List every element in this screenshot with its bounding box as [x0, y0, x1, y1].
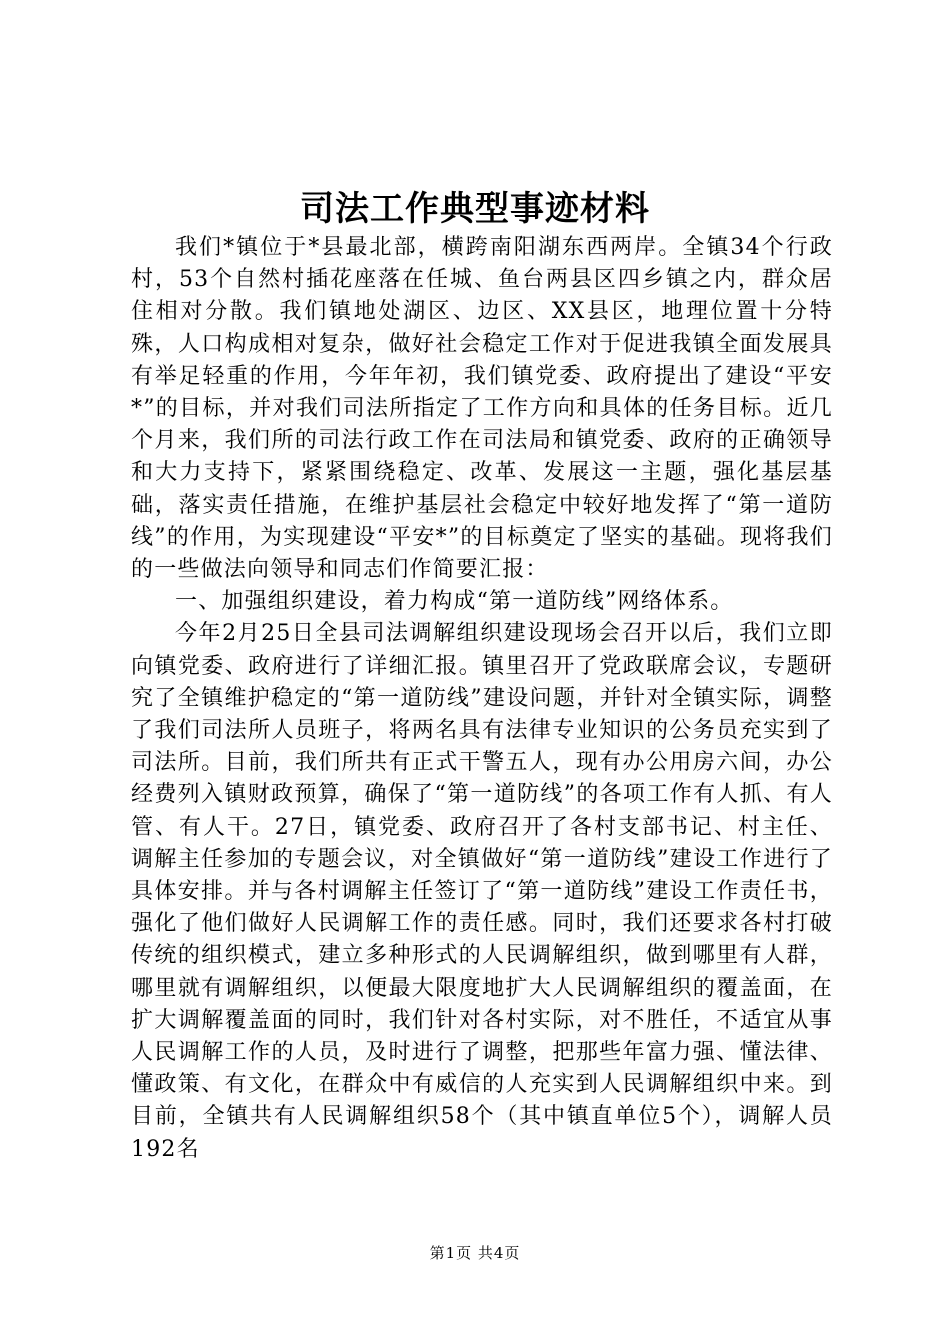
paragraph-section-heading: 一、加强组织建设，着力构成“第一道防线”网络体系。: [175, 589, 734, 615]
document-body: [131, 232, 833, 1166]
paragraph-intro: 我们*镇位于*县最北部，横跨南阳湖东西两岸。全镇34个行政村，53个自然村插花座落在任城、鱼台两县区四乡镇之内，群众居住相对分散。我们镇地处湖区、边区、XX县区，地理位置十分特殊，人口构成相对复杂，做好社会稳定工作对于促进我镇全面发展具有举足轻重的作用，今年年初，我们镇党委、政府提出了建设“平安*”的目标，并对我们司法所指定了工作方向和具体的任务目标。近几个月来，我们所的司法行政工作在司法局和镇党委、政府的正确领导和大力支持下，紧紧围绕稳定、改革、发展这一主题，强化基层基础，落实责任措施，在维护基层社会稳定中较好地发挥了“第一道防线”的作用，为实现建设“平安*”的目标奠定了坚实的基础。现将我们的一些做法向领导和同志们作简要汇报：: [131, 235, 833, 583]
document-title: 司法工作典型事迹材料: [300, 189, 650, 229]
page-number-footer: 第1页 共4页: [429, 1244, 521, 1262]
paragraph-section-content: 今年2月25日全县司法调解组织建设现场会召开以后，我们立即向镇党委、政府进行了详细汇报。镇里召开了党政联席会议，专题研究了全镇维护稳定的“第一道防线”建设问题，并针对全镇实际，调整了我们司法所人员班子，将两名具有法律专业知识的公务员充实到了司法所。目前，我们所共有正式干警五人，现有办公用房六间，办公经费列入镇财政预算，确保了“第一道防线”的各项工作有人抓、有人管、有人干。27日，镇党委、政府召开了各村支部书记、村主任、调解主任参加的专题会议，对全镇做好“第一道防线”建设工作进行了具体安排。并与各村调解主任签订了“第一道防线”建设工作责任书，强化了他们做好人民调解工作的责任感。同时，我们还要求各村打破传统的组织模式，建立多种形式的人民调解组织，做到哪里有人群，哪里就有调解组织，以便最大限度地扩大人民调解组织的覆盖面，在扩大调解覆盖面的同时，我们针对各村实际，对不胜任，不适宜从事人民调解工作的人员，及时进行了调整，把那些年富力强、懂法律、懂政策、有文化，在群众中有威信的人充实到人民调解组织中来。到目前，全镇共有人民调解组织58个（其中镇直单位5个），调解人员192名: [131, 621, 833, 1162]
